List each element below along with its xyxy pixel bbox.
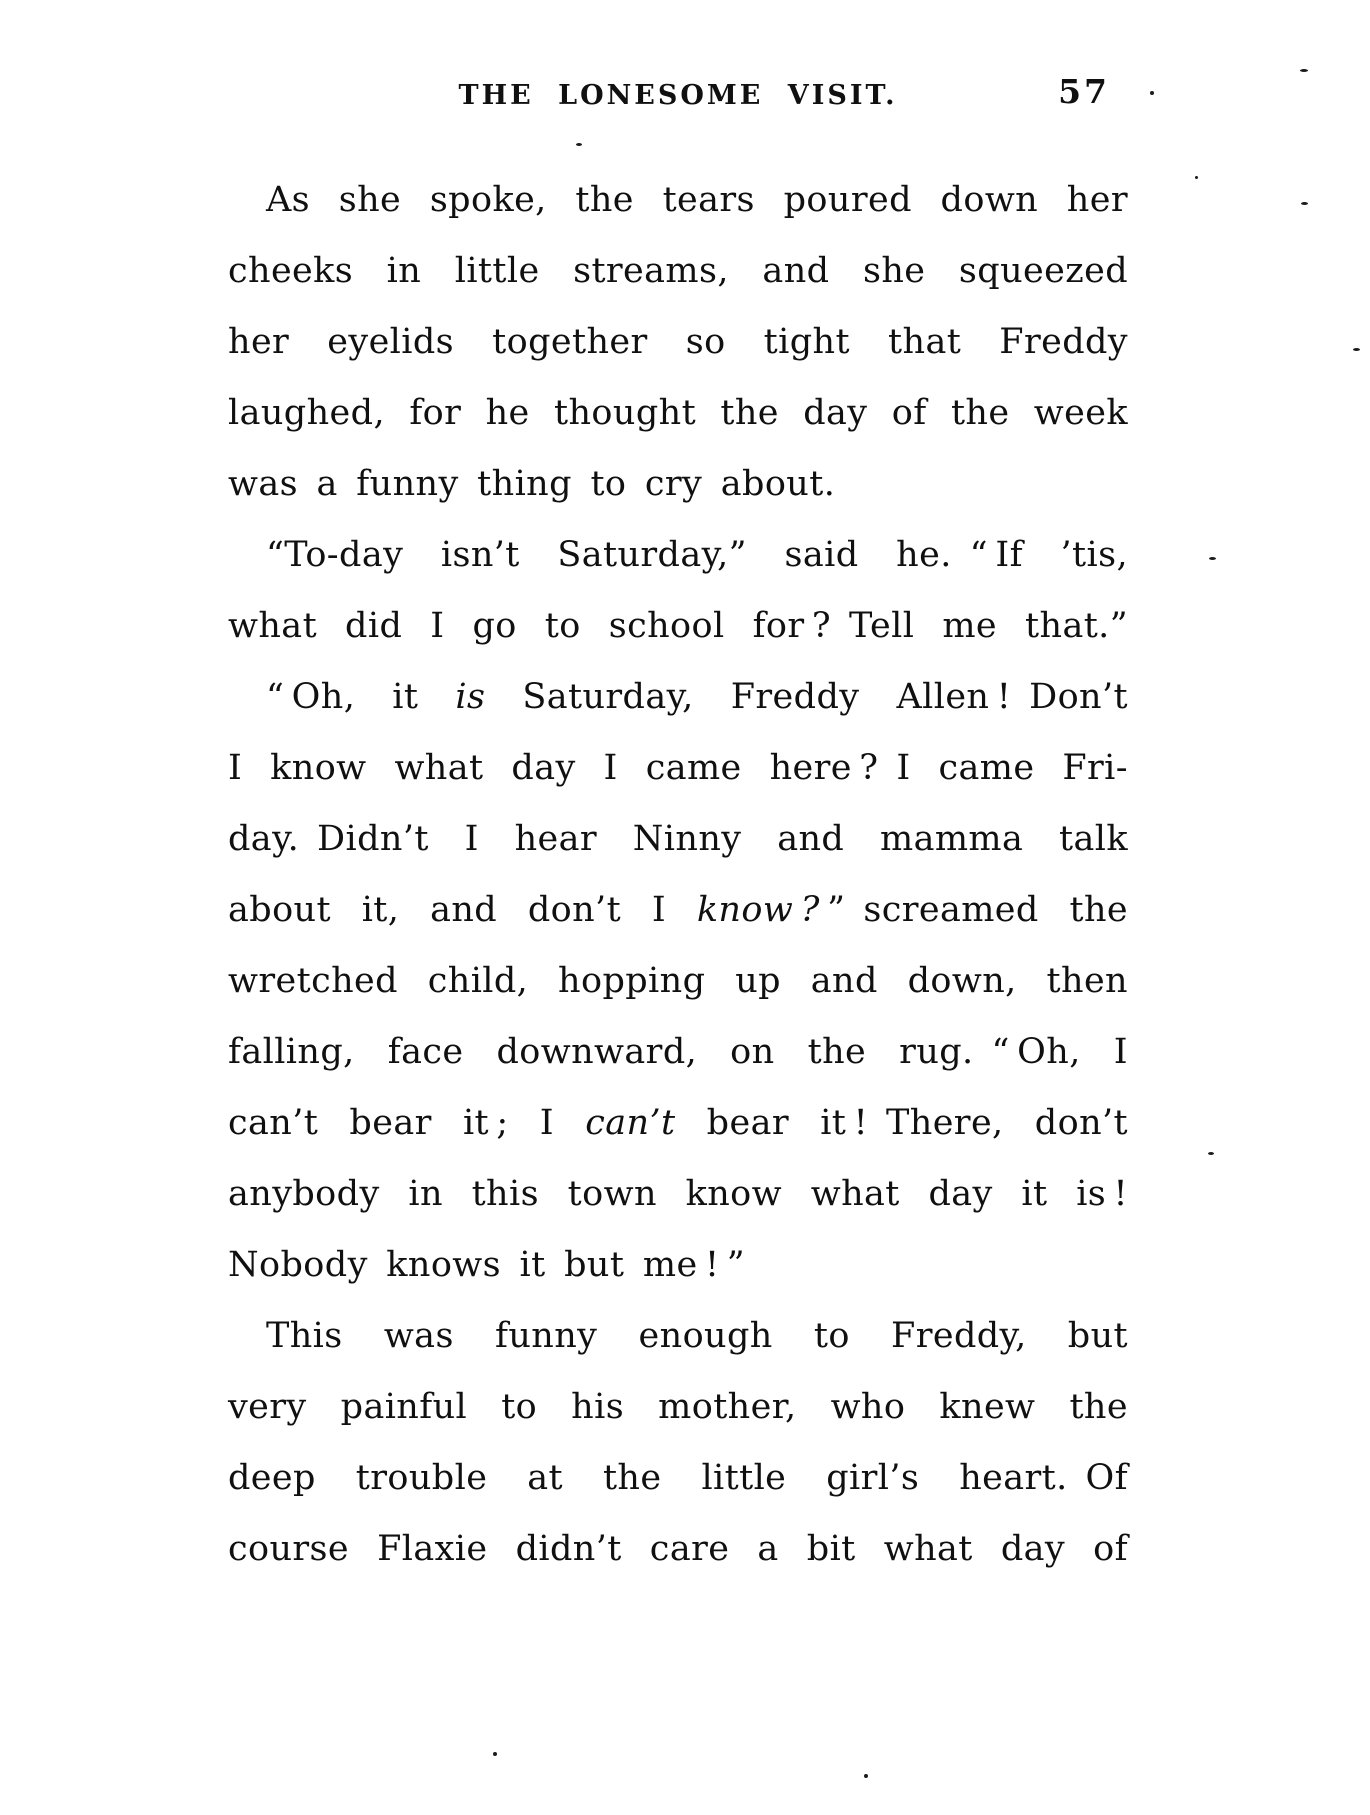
page-number: 57: [1058, 72, 1110, 111]
scan-speck: [1195, 176, 1198, 179]
text-segment: cheeks in little streams, and she squeezed: [228, 251, 1128, 291]
text-segment: This was funny enough to Freddy, but: [266, 1316, 1128, 1356]
text-line: [228, 1301, 1128, 1372]
text-line: [228, 449, 1128, 520]
scan-speck: [1301, 202, 1308, 205]
text-segment: Nobody knows it but me ! ”: [228, 1245, 746, 1285]
text-line: [228, 236, 1128, 307]
text-segment: “To-day isn’t Saturday,” said he. “ If ’tis,: [266, 535, 1128, 575]
text-segment: Saturday, Freddy Allen ! Don’t: [485, 677, 1128, 717]
text-line: [228, 1159, 1128, 1230]
text-segment: ” screamed the: [819, 890, 1128, 930]
text-segment: about it, and don’t I: [228, 890, 697, 930]
text-line: [228, 1443, 1128, 1514]
text-line: [228, 1088, 1128, 1159]
text-line: [228, 804, 1128, 875]
text-segment: bear it ! There, don’t: [675, 1103, 1129, 1143]
text-block: [228, 165, 1128, 1585]
text-line: [228, 1514, 1128, 1585]
text-line: [228, 378, 1128, 449]
italic-text: know ?: [696, 890, 820, 930]
text-segment: “ Oh, it: [266, 677, 456, 717]
text-segment: laughed, for he thought the day of the week: [228, 393, 1128, 433]
text-segment: very painful to his mother, who knew the: [228, 1387, 1128, 1427]
text-segment: falling, face downward, on the rug. “ Oh, I: [228, 1032, 1128, 1072]
text-segment: was a funny thing to cry about.: [228, 464, 836, 504]
text-line: [228, 165, 1128, 236]
running-head: THE LONESOME VISIT.: [458, 80, 898, 111]
text-line: [228, 520, 1128, 591]
text-line: [228, 307, 1128, 378]
text-segment: I know what day I came here ? I came Fri-: [228, 748, 1128, 788]
text-line: [228, 662, 1128, 733]
text-segment: course Flaxie didn’t care a bit what day of: [228, 1529, 1128, 1569]
text-segment: her eyelids together so tight that Freddy: [228, 322, 1128, 362]
text-line: [228, 1372, 1128, 1443]
text-segment: can’t bear it ; I: [228, 1103, 586, 1143]
text-segment: what did I go to school for ? Tell me that.”: [228, 606, 1128, 646]
text-segment: anybody in this town know what day it is !: [228, 1174, 1128, 1214]
scan-speck: [1209, 557, 1216, 560]
scan-speck: [576, 143, 582, 146]
text-segment: deep trouble at the little girl’s heart. Of: [228, 1458, 1128, 1498]
text-segment: wretched child, hopping up and down, then: [228, 961, 1128, 1001]
scan-speck: [1300, 69, 1308, 72]
scan-speck: [1208, 1152, 1214, 1155]
text-segment: day. Didn’t I hear Ninny and mamma talk: [228, 819, 1128, 859]
scan-speck: [1150, 91, 1154, 95]
text-line: [228, 1017, 1128, 1088]
text-segment: As she spoke, the tears poured down her: [266, 180, 1128, 220]
scan-speck: [1353, 348, 1360, 351]
text-line: [228, 946, 1128, 1017]
italic-text: is: [455, 677, 486, 717]
text-line: [228, 1230, 1128, 1301]
scan-speck: [493, 1752, 497, 1756]
italic-text: can’t: [585, 1103, 676, 1143]
text-line: [228, 733, 1128, 804]
scan-speck: [864, 1774, 868, 1778]
text-line: [228, 875, 1128, 946]
text-line: [228, 591, 1128, 662]
